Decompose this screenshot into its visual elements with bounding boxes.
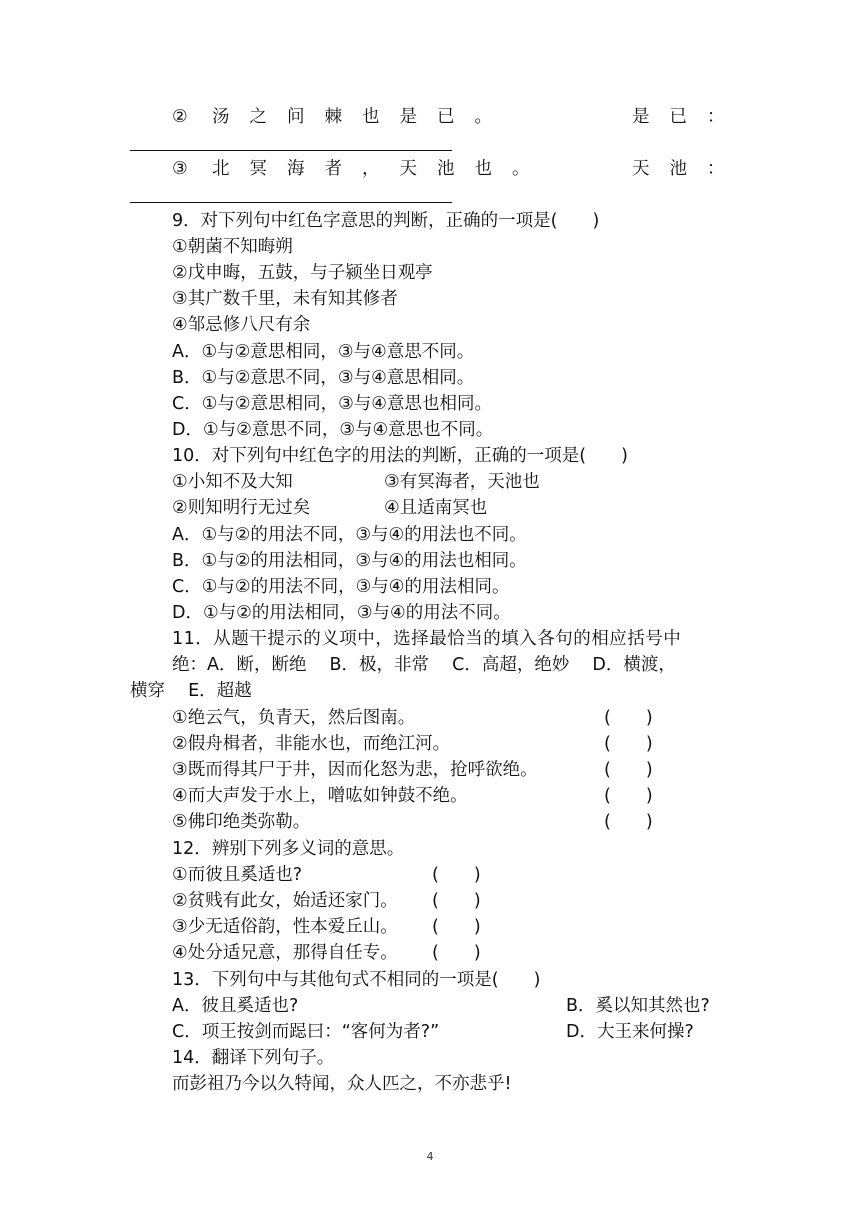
- q12-item-3: ③少无适俗韵，性本爱丘山。: [172, 917, 398, 937]
- page-number: 4: [426, 1150, 434, 1163]
- q10-option-a: A．①与②的用法不同，③与④的用法也不同。: [172, 525, 527, 545]
- q14-stem: 14．翻译下列句子。: [172, 1048, 335, 1068]
- q13-option-c: C．项王按剑而跽曰：“客何为者?”: [172, 1022, 440, 1042]
- q9-stem: 9．对下列句中红色字意思的判断，正确的一项是( ): [172, 211, 600, 231]
- q11-stem-line-2: 绝：A．断，断绝 B．极，非常 C．高超，绝妙 D．横渡，: [172, 655, 676, 675]
- q12-blank-1[interactable]: ( ): [432, 865, 481, 885]
- q13-option-b: B．奚以知其然也?: [566, 996, 710, 1016]
- q11-item-2: ②假舟楫者，非能水也，而绝江河。: [172, 734, 451, 754]
- q10-option-d: D．①与②的用法相同，③与④的用法不同。: [172, 603, 511, 623]
- q12-item-1: ①而彼且奚适也?: [172, 865, 302, 885]
- q10-stem: 10．对下列句中红色字的用法的判断，正确的一项是( ): [172, 446, 628, 466]
- q10-item-3: ③有冥海者，天池也: [384, 472, 540, 492]
- q12-item-2: ②贫贱有此女，始适还家门。: [172, 891, 398, 911]
- line-2-number: ②: [172, 107, 188, 127]
- q11-item-4: ④而大声发于水上，噌吰如钟鼓不绝。: [172, 786, 468, 806]
- q9-item-3: ③其广数千里，未有知其修者: [172, 289, 398, 309]
- q13-option-d: D．大王来何操?: [566, 1022, 694, 1042]
- q13-stem: 13．下列句中与其他句式不相同的一项是( ): [172, 970, 541, 990]
- line-2-term: 是已：: [632, 107, 745, 127]
- answer-line-2: [130, 202, 452, 203]
- q9-item-4: ④邹忌修八尺有余: [172, 315, 311, 335]
- line-3-text: 北冥海者，天池也。: [212, 159, 550, 179]
- q9-option-a: A．①与②意思相同，③与④意思不同。: [172, 342, 475, 362]
- line-3-number: ③: [172, 159, 188, 179]
- q11-stem-line-1: 11．从题干提示的义项中，选择最恰当的填入各句的相应括号中: [172, 629, 682, 649]
- line-2-text: 汤之问棘也是已。: [212, 107, 512, 127]
- q11-blank-2[interactable]: ( ): [604, 734, 653, 754]
- q10-option-c: C．①与②的用法不同，③与④的用法相同。: [172, 577, 510, 597]
- line-3-term: 天池：: [632, 159, 745, 179]
- q11-blank-1[interactable]: ( ): [604, 708, 653, 728]
- q11-blank-5[interactable]: ( ): [604, 812, 653, 832]
- q12-blank-2[interactable]: ( ): [432, 891, 481, 911]
- q10-item-2: ②则知明行无过矣: [172, 498, 311, 518]
- q12-item-4: ④处分适兄意，那得自任专。: [172, 943, 398, 963]
- q9-option-d: D．①与②意思不同，③与④意思也不同。: [172, 420, 494, 440]
- answer-line-1: [130, 150, 452, 151]
- q12-blank-3[interactable]: ( ): [432, 917, 481, 937]
- q11-item-3: ③既而得其尸于井，因而化怒为悲，抢呼欲绝。: [172, 760, 538, 780]
- q10-item-1: ①小知不及大知: [172, 472, 293, 492]
- q13-option-a: A．彼且奚适也?: [172, 996, 299, 1016]
- q9-item-2: ②戊申晦，五鼓，与子颍坐日观亭: [172, 263, 433, 283]
- q12-stem: 12．辨别下列多义词的意思。: [172, 839, 405, 859]
- q11-blank-3[interactable]: ( ): [604, 760, 653, 780]
- q9-option-c: C．①与②意思相同，③与④意思也相同。: [172, 394, 492, 414]
- q10-option-b: B．①与②的用法相同，③与④的用法也相同。: [172, 551, 527, 571]
- q11-blank-4[interactable]: ( ): [604, 786, 653, 806]
- q9-item-1: ①朝菌不知晦朔: [172, 237, 293, 257]
- q10-item-4: ④且适南冥也: [384, 498, 488, 518]
- q11-item-5: ⑤佛印绝类弥勒。: [172, 812, 311, 832]
- q14-text: 而彭祖乃今以久特闻，众人匹之，不亦悲乎!: [172, 1074, 512, 1094]
- q11-stem-line-3: 横穿 E．超越: [130, 681, 252, 701]
- q9-option-b: B．①与②意思不同，③与④意思相同。: [172, 368, 475, 388]
- q11-item-1: ①绝云气，负青天，然后图南。: [172, 708, 416, 728]
- q12-blank-4[interactable]: ( ): [432, 943, 481, 963]
